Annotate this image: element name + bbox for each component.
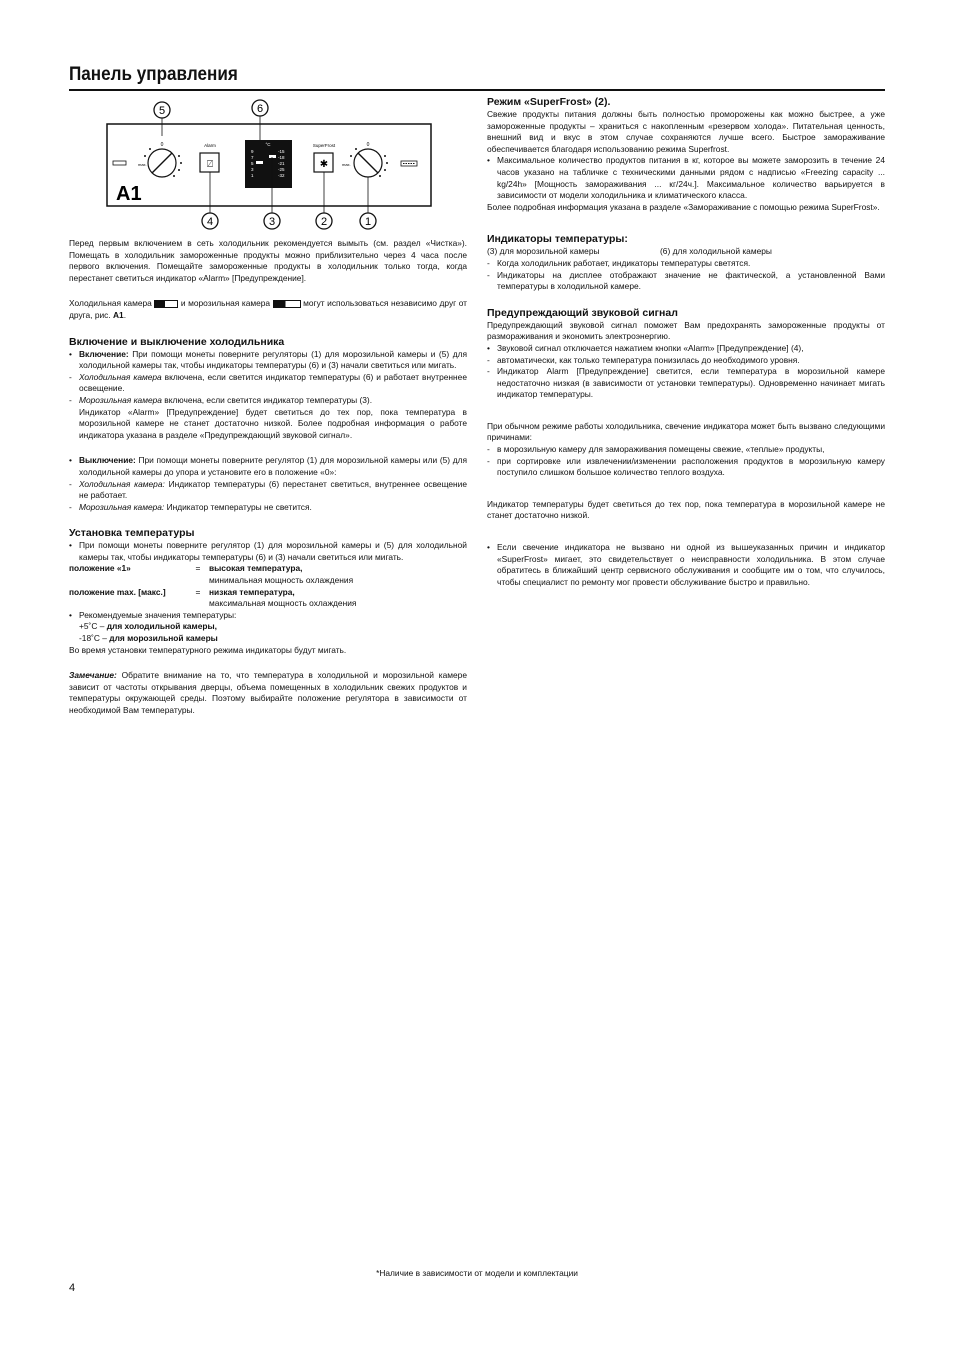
normal-mode-text: При обычном режиме работы холодильника, свечение индикатора может быть вызвано следующими причинами: xyxy=(487,420,885,443)
list-item: • При помощи монеты поверните регулятор (1) для морозильной камеры и (5) для холодильной камеры так, чтобы индикаторы температуры (6) и (3) начали светиться или мигать. xyxy=(69,540,467,562)
alarm-icon: ⍁ xyxy=(207,159,213,170)
left-scale-0: 9 xyxy=(251,149,254,154)
freezer-icon xyxy=(273,300,301,308)
footnote: *Наличие в зависимости от модели и комплектации xyxy=(376,1268,578,1278)
alarm-info-text: Индикатор «Alarm» [Предупреждение] будет светиться до тех пор, пока температура в морозильной камере не станет достаточно низкой. Более подробная информация о работе индикатора указана в разделе «Предупреждающий звуковой сигнал». xyxy=(79,406,467,440)
list-item: • Выключение: При помощи монеты поверните регулятор (1) для морозильной камеры или (5) для холодильной камеры до упора и установите его в положение «0»: xyxy=(69,455,467,477)
right-scale-2: -21 xyxy=(278,161,285,166)
figure-label: A1 xyxy=(116,183,142,205)
heading-indicators: Индикаторы температуры: xyxy=(487,233,628,246)
list-item: - Холодильная камера включена, если светится индикатор температуры (6) и работает внутреннее освещение. xyxy=(69,371,467,394)
right-scale-3: -25 xyxy=(278,167,285,172)
blink-text: Во время установки температурного режима индикаторы будут мигать. xyxy=(69,644,347,655)
callout-6-label: 6 xyxy=(256,103,264,115)
alarm-label: Alarm xyxy=(204,143,216,148)
position-row: положение max. [макс.] = низкая температура, xyxy=(69,586,295,597)
right-scale-1: -18 xyxy=(278,155,285,160)
snowflake-icon: ✱ xyxy=(319,159,329,170)
superfrost-text: Свежие продукты питания должны быть полностью проморожены как можно быстрее, а уже замороженные продукты – храниться с накопленным «резервом холода». Питательная ценность, внешний вид и вкус в этом случае сохраняются лучше всего. Быстрое замораживание обеспечивается благодаря использованию режима Superfrost. xyxy=(487,109,885,154)
recommended-value: +5˚C – для холодильной камеры, xyxy=(79,621,218,632)
callout-4-label: 4 xyxy=(206,216,214,228)
right-scale-0: -15 xyxy=(278,149,285,154)
left-scale-4: 1 xyxy=(251,173,254,178)
left-scale-2: 5 xyxy=(251,161,254,166)
callout-3-label: 3 xyxy=(268,216,276,228)
superfrost-more: Более подробная информация указана в разделе «Замораживание с помощью режима SuperFrost». xyxy=(487,201,880,212)
position-row: положение «1» = высокая температура, xyxy=(69,563,303,574)
heading-on-off: Включение и выключение холодильника xyxy=(69,335,285,348)
heading-alarm: Предупреждающий звуковой сигнал xyxy=(487,306,678,319)
fridge-icon xyxy=(154,300,178,308)
alarm-text: Предупреждающий звуковой сигнал поможет Вам предохранять замороженные продукты от размораживания и экономить электроэнергию. xyxy=(487,319,885,342)
compartments-text: Холодильная камера и морозильная камера могут использоваться независимо друг от друга, рис. A1. xyxy=(69,298,468,320)
fridge-dial-zero: 0 xyxy=(160,142,164,148)
left-scale-1: 7 xyxy=(251,155,254,160)
position-sub: минимальная мощность охлаждения xyxy=(209,575,354,586)
recommended-value: -18˚C – для морозильной камеры xyxy=(79,633,218,644)
list-item: - Морозильная камера: Индикатор температуры не светится. xyxy=(69,501,312,512)
list-item: • Включение: При помощи монеты поверните регуляторы (1) для морозильной камеры и (5) для холодильной камеры так, чтобы индикаторы температуры (6) и (3) начали светиться или мигать. xyxy=(69,348,467,371)
list-item: • Если свечение индикатора не вызвано ни одной из вышеуказанных причин и индикатор «SuperFrost» мигает, это свидетельствует о неисправности холодильника. В этом случае обратитесь в ближайший центр сервисного обслуживания и сообщите им о том, что случилось, чтобы специалист по ремонту мог провести обслуживание быстро и правильно. xyxy=(487,542,885,587)
indicator-legend: (3) для морозильной камеры (6) для холодильной камеры xyxy=(487,246,772,257)
superfrost-button xyxy=(313,143,336,172)
fridge-dial-max-label: max. xyxy=(138,162,147,167)
page-title: Панель управления xyxy=(69,64,238,85)
display-unit: °C xyxy=(265,142,271,147)
callout-1-label: 1 xyxy=(364,216,372,228)
list-item: • Рекомендуемые значения температуры: xyxy=(69,609,237,620)
intro-text: Перед первым включением в сеть холодильник рекомендуется вымыть (см. раздел «Чистка»). Помещать в холодильник замороженные продукты можно приблизительно через 4 часа после первого включения. Помещайте замороженные продукты в холодильник только тогда, когда перестанет светиться индикатор «Alarm» [Предупреждение]. xyxy=(69,238,467,283)
list-item: - автоматически, как только температура понизилась до необходимого уровня. xyxy=(487,354,800,365)
callout-5-label: 5 xyxy=(158,105,166,117)
control-panel-figure xyxy=(100,96,440,232)
list-item: - Когда холодильник работает, индикаторы температуры светятся. xyxy=(487,257,751,268)
freezer-dial-zero: 0 xyxy=(366,142,370,148)
position-sub: максимальная мощность охлаждения xyxy=(209,598,357,609)
right-scale-4: -32 xyxy=(278,173,285,178)
temperature-display xyxy=(245,140,292,188)
list-item: • Звуковой сигнал отключается нажатием кнопки «Alarm» [Предупреждение] (4), xyxy=(487,342,804,353)
list-item: - Индикаторы на дисплее отображают значение не фактической, а установленной Вами температуры в холодильной камере. xyxy=(487,269,885,292)
list-item: - Индикатор Alarm [Предупреждение] светится, если температура в морозильной камере недостаточно низкая (в зависимости от установки температуры). Одновременно начинает мигать индикатор температуры. xyxy=(487,366,885,400)
fridge-indicator xyxy=(256,161,263,164)
left-scale-3: 3 xyxy=(251,167,254,172)
list-item: - в морозильную камеру для замораживания помещены свежие, «теплые» продукты, xyxy=(487,444,825,455)
list-item: - при сортировке или извлечении/изменении расположения продуктов в морозильную камеру поступило слишком большое количество теплого воздуха. xyxy=(487,455,885,478)
superfrost-label: SuperFrost xyxy=(312,143,336,148)
list-item: - Морозильная камера включена, если светится индикатор температуры (3). xyxy=(69,394,373,405)
glow-text: Индикатор температуры будет светиться до тех пор, пока температура в морозильной камере не станет достаточно низкой. xyxy=(487,498,885,521)
heading-temperature: Установка температуры xyxy=(69,527,195,540)
right-column xyxy=(487,96,885,588)
list-item: - Холодильная камера: Индикатор температуры (6) перестанет светиться, внутреннее освещение не работает. xyxy=(69,478,467,501)
title-rule xyxy=(69,89,885,91)
callout-2-label: 2 xyxy=(320,216,328,228)
heading-superfrost: Режим «SuperFrost» (2). xyxy=(487,96,611,108)
note-text: Замечание: Обратите внимание на то, что температура в холодильной и морозильной камере зависит от частоты открывания дверцы, объема помещенных в холодильник свежих продуктов и температуры окружающей среды. Поэтому выбирайте положение регулятора в зависимости от необходимой Вам температуры. xyxy=(69,670,468,715)
left-column xyxy=(69,238,467,717)
freezer-indicator xyxy=(269,155,276,158)
freezer-dial-max-label: max. xyxy=(342,162,351,167)
fridge-icon xyxy=(113,161,126,165)
page-number: 4 xyxy=(69,1282,76,1294)
list-item: • Максимальное количество продуктов питания в кг, которое вы можете заморозить в течение 24 часов указано на табличке с техническими данными рядом с надписью «Freezing capacity ... kg/24h» [Мощность замораживания ... кг/24ч.]. Максимальное количество варьируется в зависимости от модели холодильника и климатического класса. xyxy=(487,155,885,201)
